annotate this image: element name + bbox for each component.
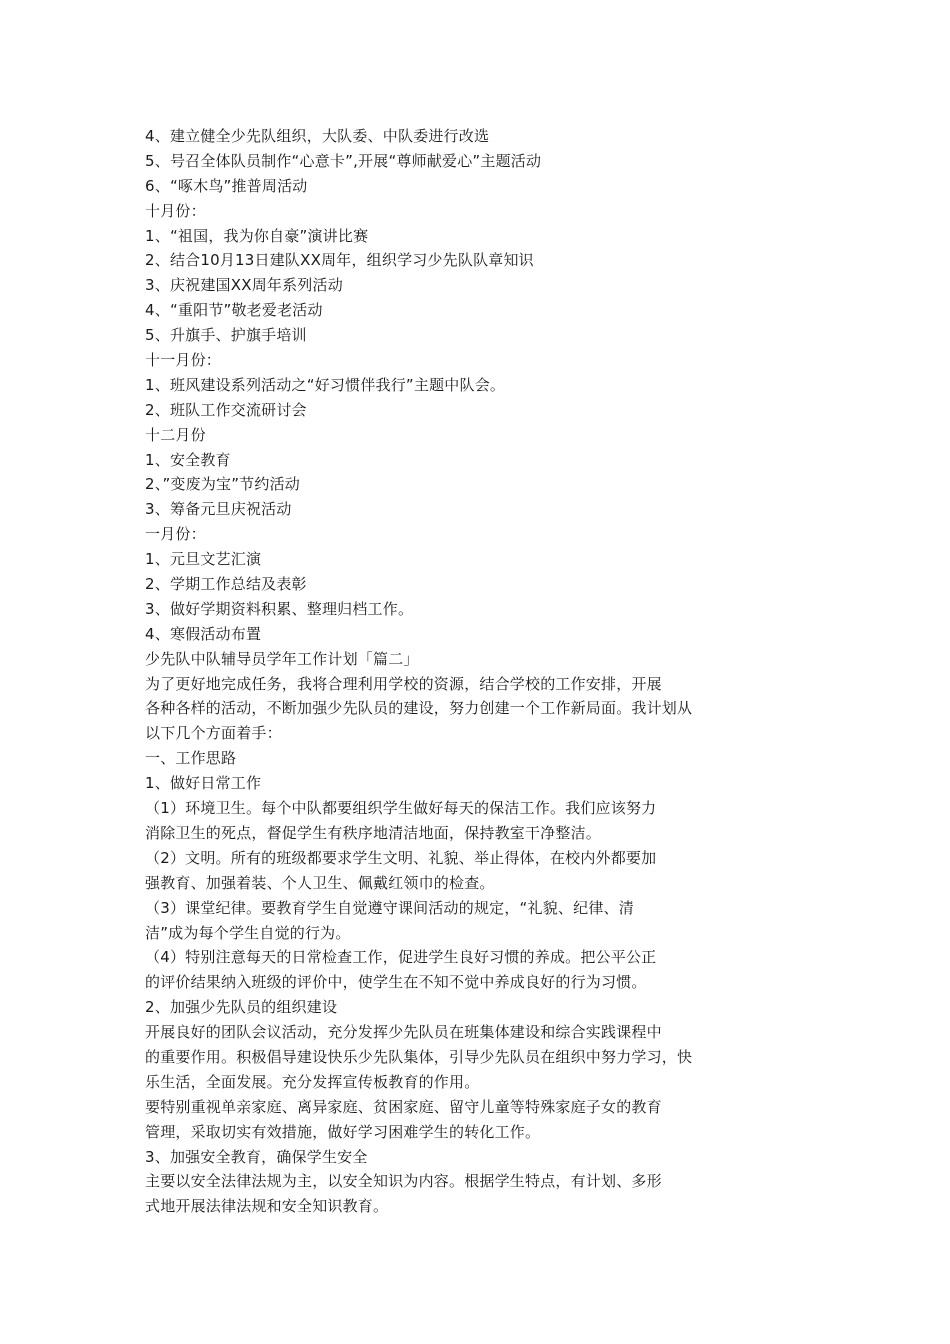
text-line: 5、升旗手、护旗手培训: [145, 326, 307, 345]
text-line: 2、”变废为宝”节约活动: [145, 475, 300, 494]
text-line: 各种各样的活动，不断加强少先队员的建设，努力创建一个工作新局面。我计划从: [145, 699, 693, 718]
section-heading: 一月份：: [145, 525, 206, 544]
text-line: 2、学期工作总结及表彰: [145, 575, 307, 594]
text-line: 的评价结果纳入班级的评价中，使学生在不知不觉中养成良好的行为习惯。: [145, 973, 647, 992]
text-line: 4、“重阳节”敬老爱老活动: [145, 301, 323, 320]
text-line: 3、筹备元旦庆祝活动: [145, 500, 292, 519]
text-line: 5、号召全体队员制作“心意卡”,开展“尊师献爱心”主题活动: [145, 151, 542, 170]
text-line: （1）环境卫生。每个中队都要组织学生做好每天的保洁工作。我们应该努力: [145, 799, 657, 818]
text-line: 强教育、加强着装、个人卫生、佩戴红领巾的检查。: [145, 873, 495, 892]
section-heading: 十一月份：: [145, 351, 222, 370]
text-line: 主要以安全法律法规为主，以安全知识为内容。根据学生特点，有计划、多形: [145, 1172, 662, 1191]
text-line: 3、庆祝建国XX周年系列活动: [145, 276, 343, 295]
text-line: 1、元旦文艺汇演: [145, 550, 262, 569]
document-body: [145, 124, 765, 1219]
text-line: 管理，采取切实有效措施，做好学习困难学生的转化工作。: [145, 1122, 541, 1141]
subsection-heading: 1、做好日常工作: [145, 774, 262, 793]
text-line: （4）特别注意每天的日常检查工作，促进学生良好习惯的养成。把公平公正: [145, 948, 657, 967]
text-line: 乐生活，全面发展。充分发挥宣传板教育的作用。: [145, 1072, 480, 1091]
text-line: 以下几个方面着手：: [145, 724, 282, 743]
text-line: 洁”成为每个学生自觉的行为。: [145, 923, 351, 942]
text-line: （2）文明。所有的班级都要求学生文明、礼貌、举止得体，在校内外都要加: [145, 848, 657, 867]
text-line: 消除卫生的死点，督促学生有秩序地清洁地面，保持教室干净整洁。: [145, 823, 602, 842]
text-line: 为了更好地完成任务，我将合理利用学校的资源，结合学校的工作安排，开展: [145, 674, 662, 693]
subsection-heading: 3、加强安全教育，确保学生安全: [145, 1147, 368, 1166]
text-line: 4、寒假活动布置: [145, 624, 262, 643]
text-line: 3、做好学期资料积累、整理归档工作。: [145, 599, 414, 618]
text-line: 的重要作用。积极倡导建设快乐少先队集体，引导少先队员在组织中努力学习，快: [145, 1047, 693, 1066]
section-heading: 十二月份: [145, 425, 206, 444]
text-line: 式地开展法律法规和安全知识教育。: [145, 1197, 389, 1216]
text-line: （3）课堂纪律。要教育学生自觉遵守课间活动的规定，“礼貌、纪律、清: [145, 898, 634, 917]
subsection-heading: 2、加强少先队员的组织建设: [145, 998, 338, 1017]
section-heading: 一、工作思路: [145, 749, 237, 768]
text-line: 1、班风建设系列活动之“好习惯伴我行”主题中队会。: [145, 375, 506, 394]
text-line: 4、建立健全少先队组织，大队委、中队委进行改选: [145, 127, 490, 145]
section-heading: 十月份：: [145, 201, 206, 220]
text-line: 开展良好的团队会议活动，充分发挥少先队员在班集体建设和综合实践课程中: [145, 1023, 662, 1042]
text-line: 1、“祖国，我为你自豪”演讲比赛: [145, 226, 369, 245]
text-line: 2、结合10月13日建队XX周年，组织学习少先队队章知识: [145, 251, 534, 270]
text-line: 1、安全教育: [145, 450, 231, 469]
text-line: 6、“啄木鸟”推普周活动: [145, 176, 308, 195]
text-line: 要特别重视单亲家庭、离异家庭、贫困家庭、留守儿童等特殊家庭子女的教育: [145, 1097, 662, 1116]
text-line: 2、班队工作交流研讨会: [145, 400, 307, 419]
article-title: 少先队中队辅导员学年工作计划「篇二」: [145, 649, 419, 668]
